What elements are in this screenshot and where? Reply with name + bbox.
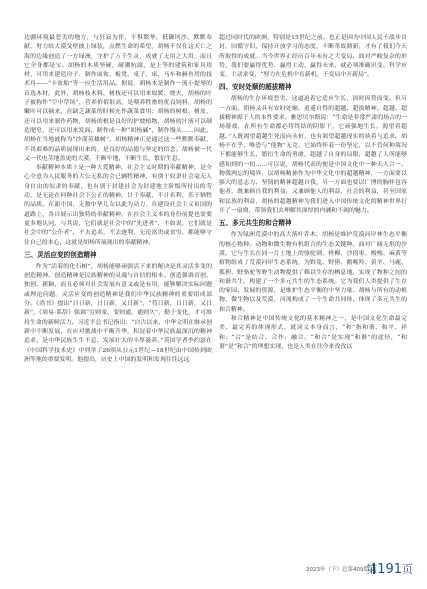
page-suffix: 页 [402,563,413,576]
issue-label: 2023年（下）总第409期 [306,567,369,573]
paragraph: 超过同时代的欧洲，特别是15世纪之前。也正是因为中国人民不故步自封，因循守旧，保持开放学习的态度，不断革故鼎新，才有了我们今天所取得的成就。当今世界正经历百年未有之大变局，面对严峻复杂的形势，我们要赢得优势、赢得主动、赢得未来，就必须准确识变、科学应变、主动求变，“努力在危机中育新机，于变局中开新局”。 [219,35,407,79]
paragraph: 边疆环境最恶劣的地方，与狂寂为伴，不惧繁华，抵御风沙，默默奉献，努力给大漠戈壁披上绿装，点燃生命的希望。胡杨不仅在这天亡之海的边缘创造了一方绿洲，守护了万千生灵，成就了无用之大用，而且它全身都是宝。胡杨的木质坚硬，耐潮抗腐，是上等的建筑和家具用材，可用来建造房子、制作面盆、板凳、桌子、床、马车和赫鱼用的技术舟——“卡盆船”等一应生活用品。据说，胡杨木是制作一流小提琴的首选木材。此外，胡杨枝木料、树枝还可以用来取暖、烧火，胡杨的叶子被称作“空中草场”，营养价值很高，是喂养牲畜的优良饲料，胡杨的嫩叶可以摘来，在缺乏蔬菜的时候充作蔬菜食用；胡杨的树根、树皮，还可以用来制作药物，胡杨的根是良好的护坡植物，胡杨的汁液可以制造肥皂，还可以用来发面，制作成一种“胡杨碱”，制作馒头……因此，胡杨在当地被称为“沙漠英雄树”，胡杨精神正是通过这一些默默奉献、不畏艰难的品质展现出来的，是良好的品德与坚定的信念。胡杨被一代又一代电茎地盖更的大漠，不断牢地，不断生长，繁衍生息。 [24,35,212,162]
paragraph: 作为绿洲荒漠中的高大落叶乔木，胡杨是维护荒漠河岸林生态平衡的核心物种。动物和微生物有机组合的生态关键种。面对广阔无垠的沙漠，它与生长在同一片土地上的骆驼刺、柽柳、沙拐枣、梭梭、麻黄等植物组成了荒漠河岸生态系统，为野兔、野猪、鹅喉羚、黄羊、马鹿、狐狸、野骆驼等野生动物提供了赖以生存的栖息地，实现了物种之间的和谐共生，构建了一个多元共生的生态系统。它为我们人类提供了生存的家园、发展的资源，是维护生态平衡的中坚力量。胡杨与所有的动植物、微生物以及荒漠、河流构成了一个生命共同体，体现了多元共生的和合精神。 [219,232,407,313]
right-column [219,34,407,352]
left-column [24,34,212,365]
page-prefix: 第 [366,563,378,576]
paragraph: 作为“活着的化石树”，胡杨能够顽强活下来的秘诀是其灵活多变的创造精神。创造精神是民族精神的灵魂与自信的根本。创造强调首创、独创、新颖，而且必须对社会发展有意义或是有用，能够解决实际问题或理论问题。灵活应变的创造精神是我们中华民族精神的重要组成部分。《尚书》提出“日日新，日日新，又日新”，“苟日新，日日新，又日新”，《周易·系辞》强调“穷则变，变则通，通则久”，勤于变化，才可维持生命的新鲜活力。习近平总书记指出：“自古以来，中华文明在继承创新中不断发展，在应对挑战中不断升华，积淀着中华民族最深沉的精神追求，是中华民族生生不息、发展壮大的丰厚滋养。”英国学者李约瑟在《中国科学技术史》中列举了26项从公元1世纪—18世纪由中国传到欧洲等地的重要发明。他提出，历史上中国的发明和发现往往远远 [24,263,212,363]
paragraph: 胡杨的生存环境恶劣，这逼迫着它适应生长，因时因势而变。但另一方面，胡杨又具有安时处顺、逍遥自得的超越、超拔精神。超越、超拔精神源于人的本性要求。雅思贝尔斯说：“生命是非常严肃的场合的一场游戏，在所有生命都必将终结的阴影下，它顽强地生长，渴望着超越。”人既渴望超越生死而向永恒，也有渴望超越现实的执着与追求。胡杨不在乎，唯恐与“他物”无竞，它始终怀着一份坚定，以不管何种境况下都能够生长、繁衍生命的勇敢，超越了自身的局限，超越了人所能够感知到的一切……可以说，胡杨代表的便是中国文化中一种天人合一、物我两忘的境界，以胡杨精神作为中华文化中的超越精神，一方面要以强大的意志力、坚韧的精神超越自我，另一方面也要以广博的胸怀包容他者，既兼顾自我的利益，又兼顾他人的利益、社会的利益，甚至国家和民族的利益，胡杨的超越精神为我们进入中国传统文化的精神世界打开了一扇窗，带领我们去理解其深厚的内涵和不竭的魅力。 [219,96,407,215]
section-heading: 五、多元共生的和合精神 [219,219,292,228]
page-footer [0,560,427,580]
paragraph: 和合精神是中国传统文化的基本精神之一，是中国文化生命最完美、最完善的体现形式。就词义本身而言，“和”指和谐、和平、祥和；“合”是结合、合作、融合。“和合”是实现“和谐”的途径，“和谐”是“和合”的理想实现，也是人类在往今来孜孜以 [219,316,407,350]
section-heading: 三、灵活应变的创造精神 [24,250,97,259]
paragraph: 奉献精神本质上是一种大爱精神，社会主义时期的奉献精神，是全心全意为人民服务的大公无私的会已辆牲精神，有别于奴隶社会毫无人身自由的奴隶的奉献，也有别于封建社会为封建地主阶级所付出的劳动，是无论在何种社会下公正的精神，甘于奉献、不计名利、乐于牺牲的品质。在新中国，无数中华儿女以此为动力，在建设社会主义祖国的道路上，各自展示出独特的奉献精神，在社会主义本的身份前提也需要更多地认同，与其说，它们就是社会中的“先进者”，不如说，它们就是社会中的“公仆者”，不去追名，不去逐利，无论富贵或贫穷，都能够守住自己的本心，这就是胡杨所展现出的奉献精神。 [24,165,212,246]
section-heading: 四、安时处顺的超拔精神 [219,83,292,92]
page-number [366,561,413,577]
page-number-value: 191 [377,562,402,577]
